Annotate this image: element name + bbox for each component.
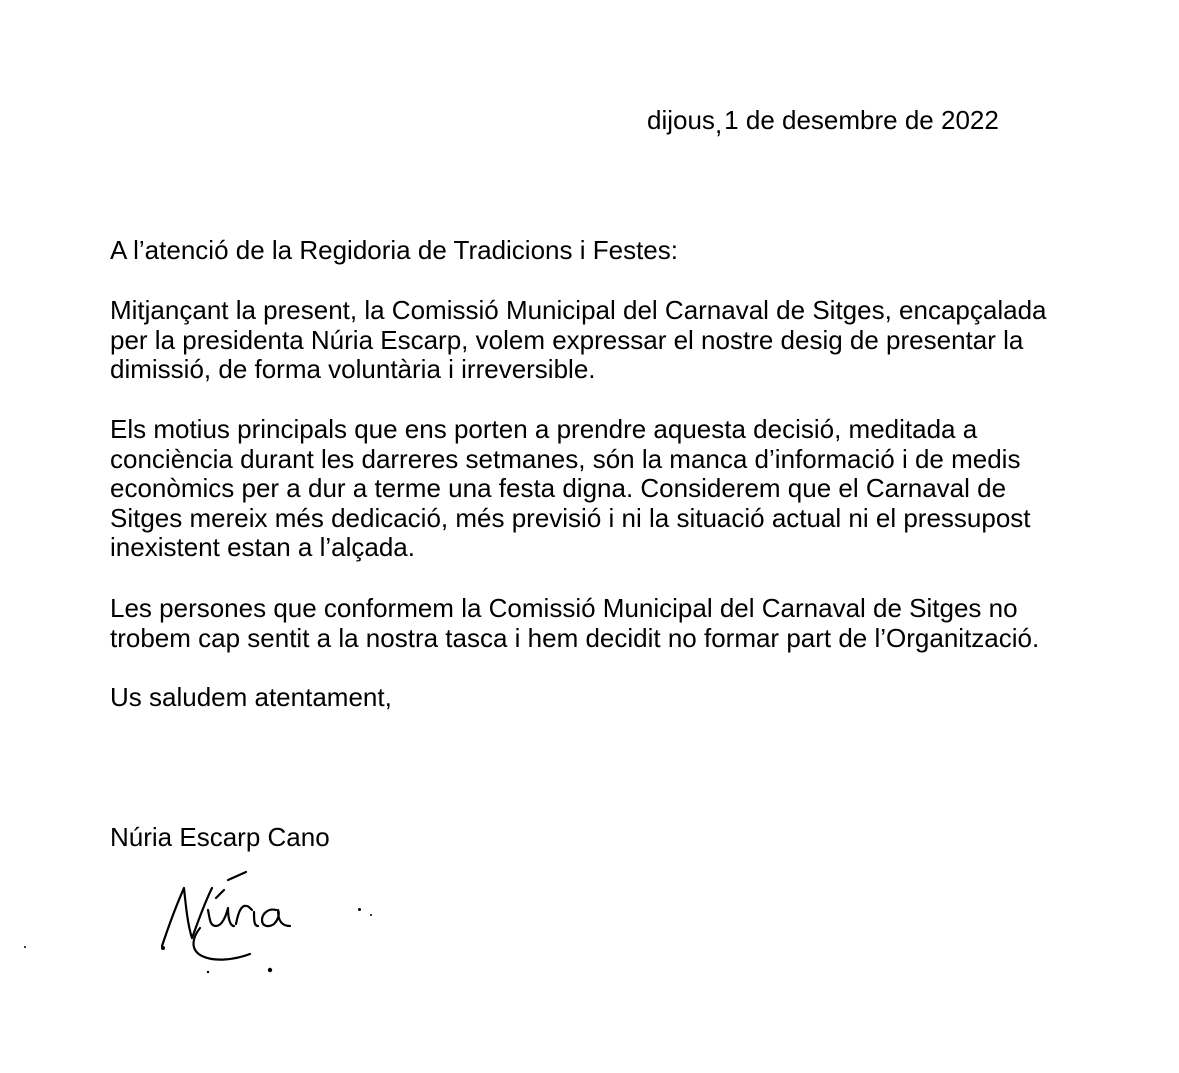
paragraph-line: Mitjançant la present, la Comissió Municipal del Carnaval de Sitges, encapçalada	[110, 295, 1047, 325]
paragraph-decision	[110, 594, 1130, 653]
paper-speck	[24, 946, 26, 948]
paragraph-resignation	[110, 296, 1130, 385]
paragraph-line: inexistent estan a l’alçada.	[110, 532, 415, 562]
closing: Us saludem atentament,	[110, 682, 392, 712]
paragraph-line: Sitges mereix més dedicació, més previsió i ni la situació actual ni el pressupost	[110, 502, 1031, 533]
paragraph-line: conciència durant les darreres setmanes, són la manca d’informació i de medis	[110, 443, 1021, 474]
paragraph-line: per la presidenta Núria Escarp, volem expressar el nostre desig de presentar la	[110, 324, 1024, 355]
letter-date	[647, 105, 999, 139]
paper-speck	[358, 908, 361, 911]
signer-name: Núria Escarp Cano	[110, 822, 330, 852]
date-weekday: dijous	[647, 105, 715, 135]
date-comma: ,	[714, 109, 723, 139]
paragraph-line: Els motius principals que ens porten a prendre aquesta decisió, meditada a	[110, 414, 978, 444]
salutation: A l’atenció de la Regidoria de Tradicions i Festes:	[110, 235, 678, 265]
paragraph-reasons	[110, 415, 1130, 563]
paragraph-line: Les persones que conformem la Comissió Municipal del Carnaval de Sitges no	[110, 593, 1018, 623]
paragraph-line: dimissió, de forma voluntària i irreversible.	[110, 354, 596, 384]
handwritten-signature	[150, 868, 310, 978]
paper-speck	[370, 914, 372, 916]
paragraph-line: econòmics per a dur a terme una festa digna. Considerem que el Carnaval de	[110, 473, 1007, 503]
paragraph-line: trobem cap sentit a la nostra tasca i hem decidit no formar part de l’Organització.	[110, 622, 1040, 653]
date-rest: 1 de desembre de 2022	[724, 105, 999, 135]
